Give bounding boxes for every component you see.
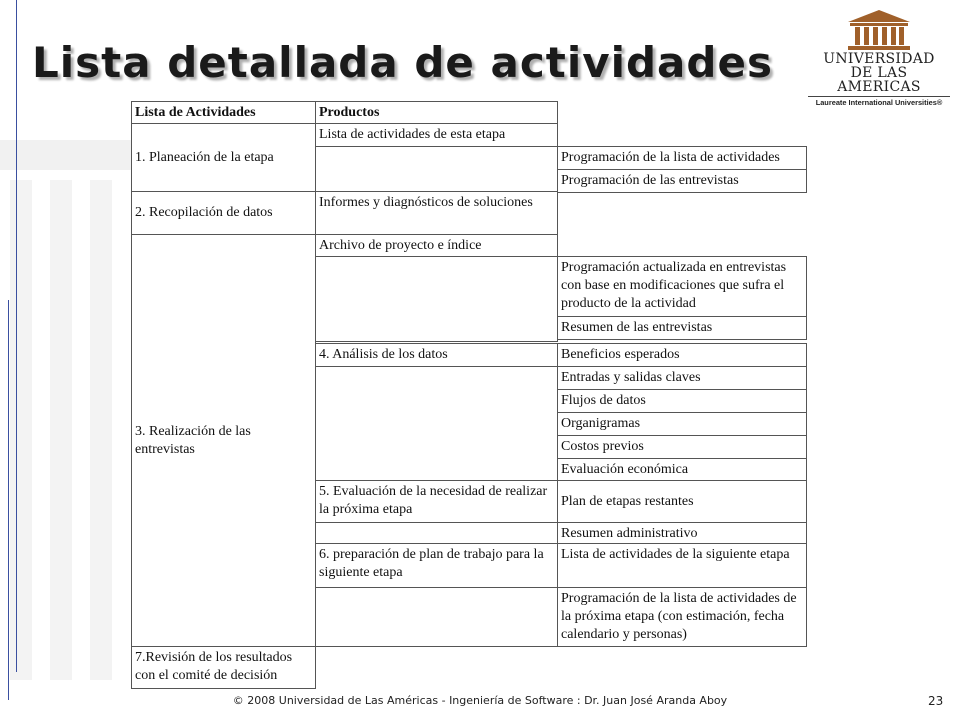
left-border-line xyxy=(16,0,17,672)
product-2: Programación de la lista de actividades xyxy=(557,146,807,170)
product-blank-3 xyxy=(315,366,558,481)
product-14-text: Plan de etapas restantes xyxy=(561,493,694,509)
product-blank-5 xyxy=(315,587,558,647)
logo-line-2: DE LAS AMERICAS xyxy=(837,65,921,95)
product-10: Flujos de datos xyxy=(557,389,807,413)
header-productos: Productos xyxy=(315,101,558,124)
logo-line-1: UNIVERSIDAD xyxy=(823,51,935,67)
page-number: 23 xyxy=(928,694,944,708)
product-12: Costos previos xyxy=(557,435,807,459)
product-13: Evaluación económica xyxy=(557,458,807,481)
university-logo xyxy=(808,8,950,107)
product-17: Programación de la lista de actividades de la próxima etapa (con estimación, fecha calendario y personas) xyxy=(557,587,807,647)
activity-7-text: 7.Revisión de los resultados con el comité de decisión xyxy=(135,650,293,683)
product-blank-4 xyxy=(315,522,558,544)
activity-1 xyxy=(131,123,316,192)
product-14 xyxy=(557,480,807,523)
activity-2 xyxy=(131,191,316,235)
product-8: Beneficios esperados xyxy=(557,343,807,367)
product-blank-1 xyxy=(315,146,558,192)
product-6: Programación actualizada en entrevistas con base en modificaciones que sufra el producto de la actividad xyxy=(557,256,807,317)
activity-3 xyxy=(131,234,316,647)
header-actividades: Lista de Actividades xyxy=(131,101,316,124)
product-3: Programación de las entrevistas xyxy=(557,169,807,193)
product-9: Entradas y salidas claves xyxy=(557,366,807,390)
slide-title: Lista detallada de actividades xyxy=(32,38,773,87)
product-15: Resumen administrativo xyxy=(557,522,807,544)
product-11: Organigramas xyxy=(557,412,807,436)
building-logo-icon xyxy=(844,8,914,52)
slide-footer: © 2008 Universidad de Las Américas - Ingeniería de Software : Dr. Juan José Aranda Aboy xyxy=(232,694,728,707)
product-5: Archivo de proyecto e índice xyxy=(315,234,558,257)
logo-line-3: Laureate International Universities® xyxy=(808,96,950,107)
activity-2-text: 2. Recopilación de datos xyxy=(135,205,273,220)
activity-6: 6. preparación de plan de trabajo para la siguiente etapa xyxy=(315,543,558,588)
product-blank-2 xyxy=(315,256,558,342)
product-1: Lista de actividades de esta etapa xyxy=(315,123,558,147)
activity-4: 4. Análisis de los datos xyxy=(315,343,558,367)
building-watermark xyxy=(0,140,140,700)
left-border-line-inner xyxy=(8,300,9,700)
activity-5: 5. Evaluación de la necesidad de realizar la próxima etapa xyxy=(315,480,558,523)
product-4: Informes y diagnósticos de soluciones xyxy=(315,191,558,235)
product-7: Resumen de las entrevistas xyxy=(557,316,807,340)
activity-7 xyxy=(131,646,316,689)
product-16: Lista de actividades de la siguiente etapa xyxy=(557,543,807,588)
activity-1-text: 1. Planeación de la etapa xyxy=(135,149,274,165)
activity-3-text: 3. Realización de las entrevistas xyxy=(135,423,251,457)
